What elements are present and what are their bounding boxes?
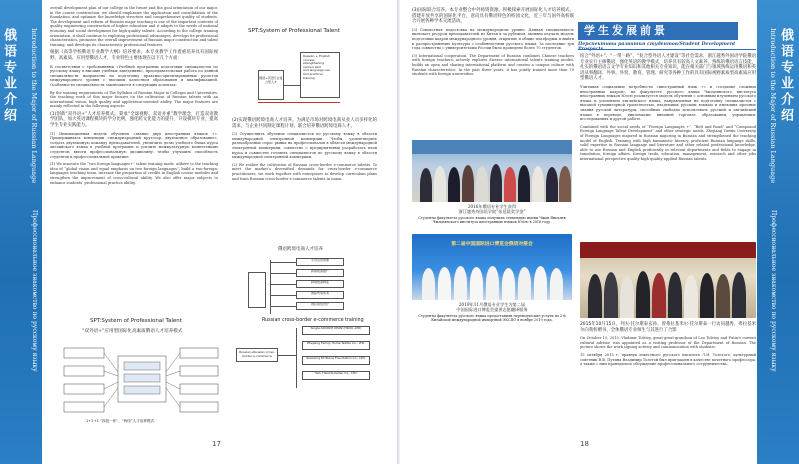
fig4-item: Shaoxing Mi Stone Foundation Co., LTD.: [302, 356, 370, 365]
right-column-prospects: [580, 54, 756, 164]
banner-title-en: Introduction to the Major of Russian Language: [30, 28, 38, 184]
point1-en-paragraph: (1) We innovate the “two foreign languages+” talent training mode, adhere to the teaching idea of “global vision and equal emphasis on two foreign languages”, build a two-foreign-languages teaching team, increase the proportion of credits in English course modules and strengthen the improvement of cross-cultural ability. We also offer major subjects to enhance students’ professional practice ability.: [50, 162, 218, 185]
fig3-item: 网店视觉设计: [296, 302, 344, 310]
scholarship-photo-caption-cn: 2016年俄语专业学生获得 浙江越秀外国语学院“张延晨奖学金”: [458, 204, 526, 215]
prospects-cn-paragraph: 结合“外语+”、“一带一路”、“复合型外语人才建设”等社会需求，浙江越秀外国语学院俄语专业实行主修俄语，强化英语的教学模式，培养具有较高人文素养、熟练的俄语语言技能，扎实的俄语语言文学专业知识和其他相关专业知识，能在相关部门与领域熟练运用俄语和英语从事翻译、外事、外贸、教育、管理、研究等各种工作的具有国际视野素质型高素质应用型俄语人才。: [580, 54, 756, 82]
fig2-title: SPT:System of Professional Talent: [90, 318, 182, 324]
banner-title-ru: Профессиональное знакомство по русскому языку: [770, 210, 777, 372]
scholarship-group-photo: [412, 140, 572, 202]
point3-cn-paragraph: (3)国际联合培养。本专业整合中外师资资源，积极探索开展国际化人才培养模式，搭建开放共享的国际化平台，意向具有俄语特色的校园文化，近三年与国外高校联合开展各种学术交流活动。: [412, 8, 574, 25]
fig2-caption: 1+2+1 “四段一体”、“两线”人才培养模式: [86, 419, 155, 423]
tolstoy-caption-cn: 2015年10月15日，列夫·托尔斯泰玄孙、曾弗拉基米尔·托尔斯泰一行访问越秀，弗拉基米尔向我校赠书，全体俄语专业师生与其进行了合影: [580, 322, 756, 333]
tolstoy-caption-ru: 15 октября 2015 г. правнук известного русского писателя Л.Н. Толстого, культурный советник В.В. Путина Владимир Толстой был приглашен в качестве почетного профессора, а также с ним проводилось обсуждение профессионального сотрудничества.: [580, 352, 756, 367]
right-side-banner: [757, 0, 799, 464]
page-number-left: 17: [212, 440, 221, 448]
point3-en-paragraph: (3) International cooperation. The Department of Russian combines Chinese teachers with foreign teachers, actively explores diverse international talents training modes, builds an open and sharing international platform and creates a campus culture with Russian characteristics. In the past three years, it has jointly trained more than 70 students with foreign universities.: [412, 53, 574, 77]
fig4-item: Yiwu Haisida Kellen Co., LTD.: [302, 371, 370, 380]
requirements-ru-paragraph: В соответствии с требованиями «Учебной программы подготовки специалистов по русскому языку в высших учебных заведениях», преподавательская работа по данной специальности направлена на подготовку практико-ориентированных русистов международного уровня с высоким качеством образования и квалификацией. Особенности специальности заключаются в следующих аспектах:: [50, 64, 218, 87]
fig4-item: Single-SOURCE KEAN (HKCO.,LTD): [302, 326, 370, 335]
expo-banner-text: 第二届中国国际进口博览会俄语对接会: [451, 242, 533, 247]
banner-title-cn: 俄语专业介绍: [1, 28, 16, 124]
requirements-cn-paragraph: 根据《高等学校俄语专业教学大纲》培养要求，本专业教学工作着重培养具有国际视野、高素质、应用型俄语人才，专业特色主要体现在以下几个方面：: [50, 50, 218, 61]
tolstoy-caption-en: On October 15, 2015, Vladimir Tolstoy, great-great-grandson of Leo Tolstoy and Putin's current cultural advisor, was appointed as a visiting professor of the Department of Russian. The picture shows the work signing activity and communication with students.: [580, 336, 756, 350]
page-number-right: 18: [580, 440, 589, 448]
point1-ru-paragraph: (1) Инновационная модель обучения «знание двух иностранных языков +». Придерживаясь концепции «международный кругозор, двуязычное образование», создать двуязычную команду преподавателей, увеличить долю учебного блока курса английского языка в учебной программе и усилить межкультурную компетенцию студентов, ввести профессиональную дисциплину, чтобы улучшить способность студентов к профессиональной практике.: [50, 131, 218, 159]
left-column-1: [50, 6, 218, 188]
banner-title-ru: Профессиональное знакомство по русскому языку: [31, 210, 38, 372]
fig4-item: Zhejiang Family Home Textile Co., LTD.: [302, 341, 370, 350]
intro-en-paragraph: overall development plan of our college in the future and the goal orientation of our major, in the course construction, we should emphasize the application and consolidation of the foundation, and optimize the knowledge structure and comprehensive quality of students. The development and reform of Russian major teaching is one of the important contents of quality engineering construction of higher education and it adapts to the needs of national economy and social development for high-quality talents. According to the college training orientation, it shall continue to exploring professional advantages, develops its professional characteristics, promotes the overall improvement of Russian major construction and talent training, and develops its characteristic professional features.: [50, 6, 218, 47]
import-expo-photo: [412, 234, 572, 300]
fig2-subtitle: “双外语+”应用型国际化高素质俄语人才培养模式: [82, 329, 183, 334]
requirements-en-paragraph: By the training requirements of The Syllabus of Russian Major in Colleges and Universities, the teaching work of this major focuses on the cultivation of Russian talents with an international vision, high quality and application-oriented ability. The major features are mainly reflected in the following aspects:: [50, 90, 218, 109]
fig3-item: 跨境电商推广: [296, 269, 344, 277]
banner-title-cn: 俄语专业介绍: [778, 28, 793, 124]
tolstoy-visit-photo: [580, 242, 756, 318]
fig3-left-box: [248, 272, 266, 308]
point2-ru-paragraph: (2) Осуществить обучение специалистов по русскому языку в области международной электронной коммерции. Чтобы удовлетворить разнообразные спрос рынка на профессионалов в области международной электронной коммерции, совместно с предприятиями разработать план курса и совместно готовить специалистов по русскому языку в области международной электронной коммерции.: [232, 132, 377, 160]
prospects-en-paragraph: Combined with the social needs of “Foreign Languages +”, “Belt and Road” and “Compound Foreign Language Talent Development” and other strategic needs, Zhejiang Yuexiu University of Foreign Languages majored in Russian majoring in Russian and strengthened the teaching model of English. Training with high humanistic literacy, proficient Russian language skills, solid expertise in Russian language and literature and other related professional knowledge, able to use Russian and English proficiently in relevant departments and fields to engage in translation, foreign affairs, foreign trade, education, management, research and other jobs international perspective quality-high-quality applied Russian talents.: [580, 124, 756, 161]
left-column-2: [232, 118, 377, 184]
fig4-title: Russian cross-border e-commerce training: [262, 318, 364, 323]
fig3-item: 国际贸易实务: [296, 291, 344, 299]
section-subtitle: Перспективы развития студентов/Student Development Prospects: [578, 42, 736, 52]
point2-en-paragraph: (2) We realize the cultivation of Russian cross-border e-commerce talents. To meet the market’s diversified demands for cross-border e-commerce practitioners, we work together with enterprises to develop curriculum plans and train Russian cross-border e-commerce talents in union.: [232, 162, 377, 181]
section-rule: [578, 49, 756, 50]
expo-photo-caption-cn: 2019年11月俄语专业学生为第二届 中国国际进口博览会提供志愿翻译服务: [456, 302, 528, 313]
point2-cn-paragraph: (2)实现俄语跨境电商人才培养。为满足市场对跨境电商从业人员多样化的需求，与企业共同制定课程计划，联合培养俄语跨境电商人才。: [232, 118, 377, 129]
fig3-item: 跨境电商物流: [296, 280, 344, 288]
fig2-diagram-svg: [62, 342, 222, 418]
fig1-title: SPT:System of Professional Talent: [248, 28, 340, 34]
right-column-top: [412, 8, 574, 80]
fig4-left-box: Russian+Russian cross-border e-commerce: [236, 348, 278, 362]
section-title: 学生发展前景: [578, 22, 738, 40]
prospects-ru-paragraph: Учитывая социальные потребности «иностранный язык +» и «создание сложных иностранных кадров», на факультете русского языка Чжэцзянского института иностранных языков Юэсю реализуется модель обучения с основным изучением русского языка и усилением английского языка, направленная на подготовку специалистов с высокой гуманитарной грамотностью, владеющих русским языком и имеющих прочные знания русской литературы, способных свободно использовать русский и английский языки в переводе, дипломатии, внешней торговле, образовании, управлении, исследованиях и другой работе.: [580, 84, 756, 122]
fig3-item: 平台运营管理: [296, 258, 344, 266]
expo-photo-caption-ru: Студенты факультета русского языка предоставили переводческие услуги на 2-й Китайской международной импортной ЭКСПО в ноябре 2019 года.: [418, 314, 566, 323]
fig1-left-box: 俄语+英语专业复合型人才: [258, 70, 284, 100]
tolstoy-photo-caption: [580, 322, 756, 370]
fig3-title: 俄语跨境电商人才培养: [278, 247, 323, 252]
banner-title-en: Introduction to the Major of Russian Language: [769, 28, 777, 184]
scholarship-photo-caption-ru: Студенты факультета русского языка получили стипендию имени Чжан Яньчэня Чжэцзянского института иностранных языков Юэсю в 2016 году.: [418, 216, 566, 225]
left-side-banner: [0, 0, 42, 464]
point1-cn-paragraph: (1)创新“双外语+”人才培养模式。秉承“全球视野、双语并重”教学理念，打造双语教学团队，加大英语课程模块的学分比例，强化跨文化能力的提升，开设模块专业，提高学生专业实践能力。: [50, 111, 218, 129]
fig1-right-box: Russian + English courses strengthening various skill and language use and practical training: [300, 52, 340, 98]
point3-ru-paragraph: (3) Совместная подготовка на международном уровне. Данная специальность включает ресурсы преподавателей из Китая и за рубежом, активно изучать модель подготовки кадров международного уровня, открытые и общие платформы и выйти к распространению культуры с особенностями русского языка. За последние три года совместно с университетами России было проведено более 70 студентов.: [412, 27, 574, 51]
fig2-diagram: [62, 342, 222, 418]
